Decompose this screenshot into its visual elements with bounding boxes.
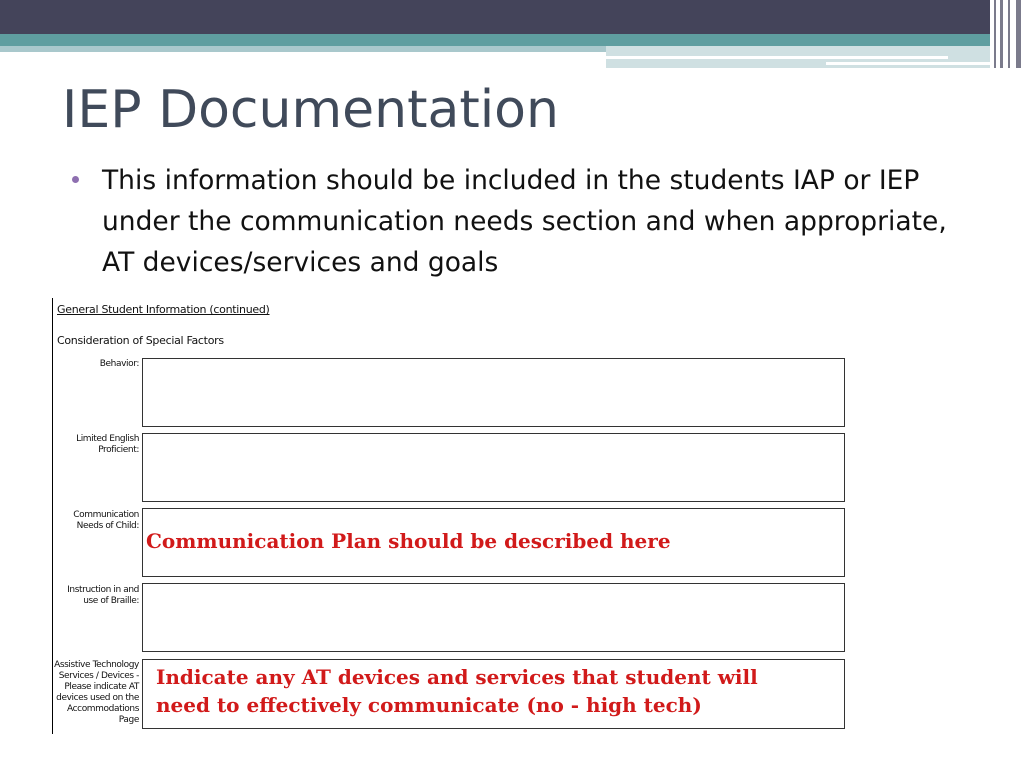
at-devices-note: Indicate any AT devices and services that student will need to effectively communicate (no - high tech) bbox=[156, 665, 758, 717]
header-vertical-bars bbox=[990, 0, 1024, 68]
field-box-behavior[interactable] bbox=[142, 358, 845, 427]
bullet-text: This information should be included in the students IAP or IEP under the communication needs section and when appropriate, AT devices/services and goals bbox=[102, 165, 947, 278]
field-box-braille[interactable] bbox=[142, 583, 845, 652]
header-band-teal bbox=[0, 34, 1024, 46]
header-vbar bbox=[1016, 0, 1021, 68]
bullet-icon bbox=[72, 176, 79, 183]
header-accent-line bbox=[606, 56, 948, 59]
header-vbar bbox=[994, 0, 996, 68]
slide-title: IEP Documentation bbox=[62, 80, 559, 140]
field-label-communication-needs: Communication Needs of Child: bbox=[73, 510, 139, 531]
field-box-communication-needs[interactable] bbox=[142, 508, 845, 577]
field-label-assistive-technology: Assistive Technology Services / Devices - Please indicate AT devices used on the Accommodations Page bbox=[54, 660, 139, 725]
field-label-braille: Instruction in and use of Braille: bbox=[67, 585, 139, 606]
communication-plan-note: Communication Plan should be described here bbox=[146, 529, 671, 553]
header-vbar bbox=[1008, 0, 1010, 68]
field-box-limited-english[interactable] bbox=[142, 433, 845, 502]
field-box-assistive-technology[interactable] bbox=[142, 659, 845, 729]
field-label-behavior: Behavior: bbox=[99, 359, 139, 369]
header-band-dark bbox=[0, 0, 1024, 34]
field-label-limited-english: Limited English Proficient: bbox=[76, 434, 139, 455]
header-vbar bbox=[1000, 0, 1003, 68]
header-band-pale bbox=[0, 46, 606, 52]
form-heading: General Student Information (continued) bbox=[57, 303, 270, 316]
header-accent-line-short bbox=[826, 62, 990, 65]
form-subheading: Consideration of Special Factors bbox=[57, 334, 224, 347]
